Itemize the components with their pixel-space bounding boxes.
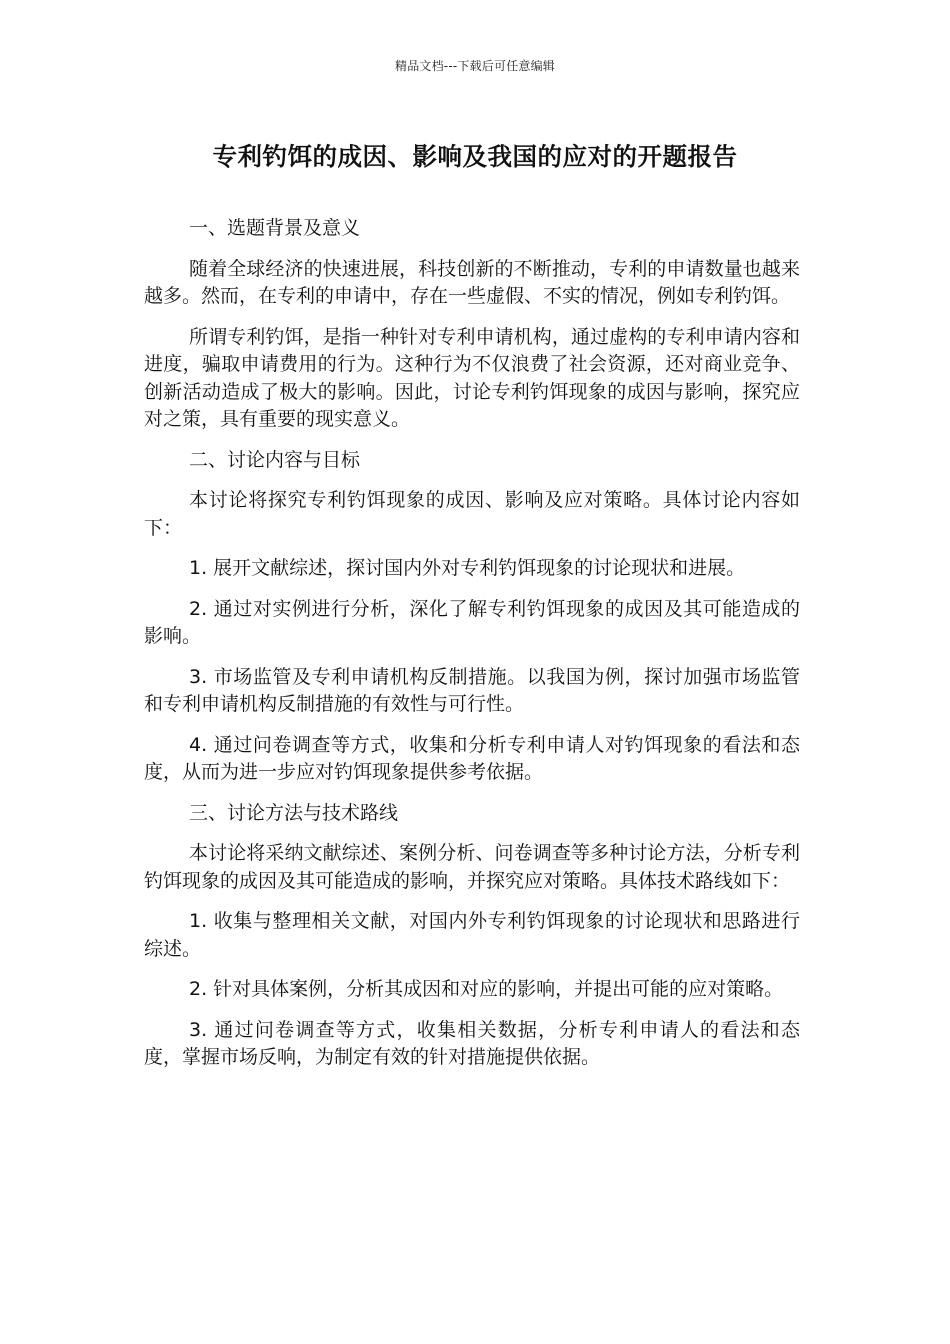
- paragraph-content-intro: 本讨论将探究专利钓饵现象的成因、影响及应对策略。具体讨论内容如下：: [144, 489, 800, 539]
- paragraph-background-1: 随着全球经济的快速进展，科技创新的不断推动，专利的申请数量也越来越多。然而，在专利的申请中，存在一些虚假、不实的情况，例如专利钓饵。: [144, 257, 800, 307]
- header-note: 精品文档---下载后可任意编辑: [395, 59, 555, 73]
- section-heading-content: 二、讨论内容与目标: [189, 448, 361, 471]
- list-item-methods-3: 3. 通过问卷调查等方式，收集相关数据，分析专利申请人的看法和态度，掌握市场反响，为制定有效的针对措施提供依据。: [144, 1018, 800, 1068]
- list-item-content-1: 1. 展开文献综述，探讨国内外对专利钓饵现象的讨论现状和进展。: [189, 557, 746, 579]
- list-item-methods-1: 1. 收集与整理相关文献，对国内外专利钓饵现象的讨论现状和思路进行综述。: [144, 910, 800, 960]
- list-item-content-2: 2. 通过对实例进行分析，深化了解专利钓饵现象的成因及其可能造成的影响。: [144, 597, 800, 647]
- list-item-methods-2: 2. 针对具体案例，分析其成因和对应的影响，并提出可能的应对策略。: [189, 978, 784, 1000]
- paragraph-methods-intro: 本讨论将采纳文献综述、案例分析、问卷调查等多种讨论方法，分析专利钓饵现象的成因及其可能造成的影响，并探究应对策略。具体技术路线如下：: [144, 842, 800, 892]
- document-title: 专利钓饵的成因、影响及我国的应对的开题报告: [212, 142, 738, 171]
- section-heading-background: 一、选题背景及意义: [189, 217, 361, 239]
- document-body: [144, 215, 800, 1085]
- section-heading-methods: 三、讨论方法与技术路线: [189, 801, 399, 824]
- list-item-content-3: 3. 市场监管及专利申请机构反制措施。以我国为例，探讨加强市场监管和专利申请机构反制措施的有效性与可行性。: [144, 665, 800, 715]
- list-item-content-4: 4. 通过问卷调查等方式，收集和分析专利申请人对钓饵现象的看法和态度，从而为进一步应对钓饵现象提供参考依据。: [144, 733, 800, 783]
- paragraph-background-2: 所谓专利钓饵，是指一种针对专利申请机构，通过虚构的专利申请内容和进度，骗取申请费用的行为。这种行为不仅浪费了社会资源，还对商业竞争、创新活动造成了极大的影响。因此，讨论专利钓饵现象的成因与影响，探究应对之策，具有重要的现实意义。: [144, 325, 800, 430]
